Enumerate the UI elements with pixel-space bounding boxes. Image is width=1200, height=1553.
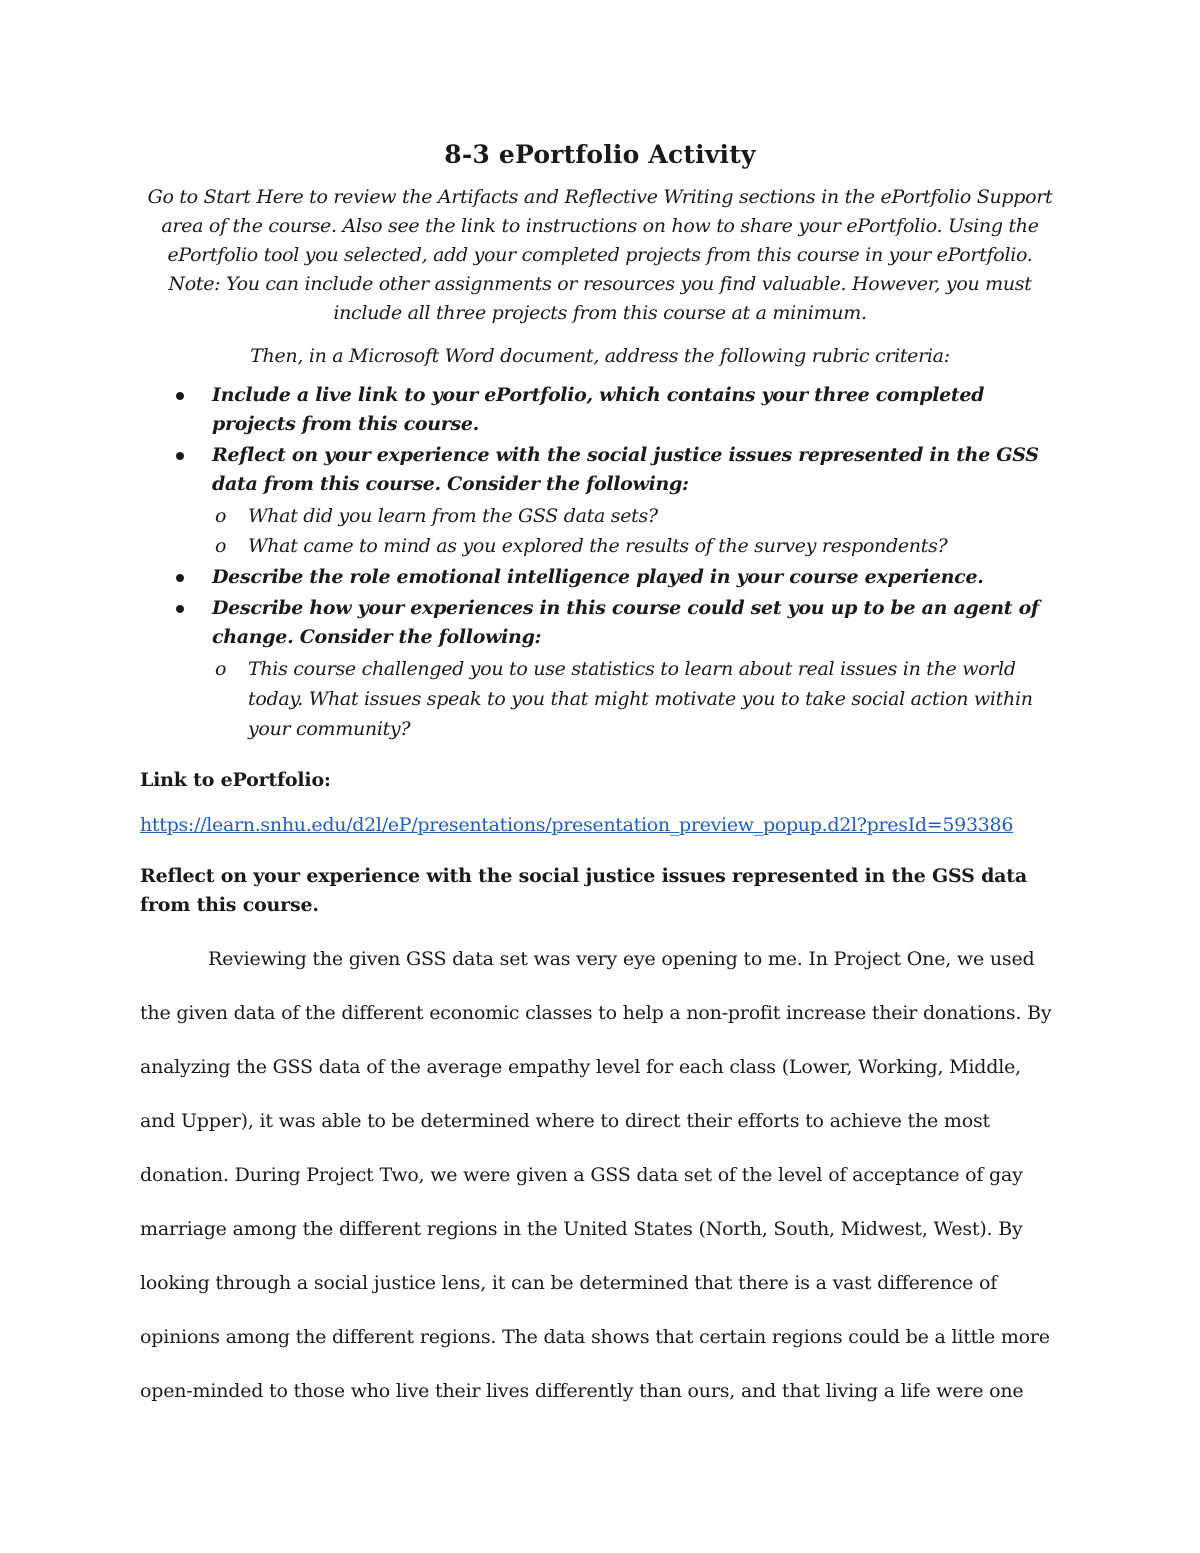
- bullet-icon: [176, 574, 184, 582]
- sub-criterion-item: [215, 501, 1060, 531]
- bullet-icon: [176, 605, 184, 613]
- document-title: 8-3 ePortfolio Activity: [444, 140, 756, 169]
- sub-criterion-text: What did you learn from the GSS data sets?: [248, 505, 658, 527]
- document-page: [140, 140, 1060, 1418]
- reflect-heading: Reflect on your experience with the social justice issues represented in the GSS data from this course.: [140, 865, 1027, 916]
- criterion-item: [212, 441, 1060, 561]
- sub-criteria-list: [212, 654, 1060, 744]
- sub-criterion-item: [215, 531, 1060, 561]
- rubric-criteria-list: [140, 381, 1060, 744]
- eportfolio-link[interactable]: https://learn.snhu.edu/d2l/eP/presentations/presentation_preview_popup.d2l?presId=593386: [140, 814, 1014, 836]
- criterion-text: Describe how your experiences in this course could set you up to be an agent of change. Consider the following:: [212, 597, 1039, 648]
- intro-paragraph: Go to Start Here to review the Artifacts and Reflective Writing sections in the ePortfolio Support area of the course. Also see the link to instructions on how to share your ePortfolio. Using the ePortfolio tool you selected, add your completed projects from this course in your ePortfolio. Note: You can include other assignments or resources you find valuable. However, you must include all three projects from this course at a minimum.: [147, 186, 1053, 324]
- link-heading: Link to ePortfolio:: [140, 769, 331, 791]
- sub-criterion-item: [215, 654, 1060, 744]
- bullet-icon: [176, 452, 184, 460]
- sub-bullet-icon: o: [215, 535, 227, 557]
- instruction-line: Then, in a Microsoft Word document, address the following rubric criteria:: [250, 345, 950, 367]
- body-paragraph: Reviewing the given GSS data set was very eye opening to me. In Project One, we used the given data of the different economic classes to help a non-profit increase their donations. By analyzing the GSS data of the average empathy level for each class (Lower, Working, Middle, and Upper), it was able to be determined where to direct their efforts to achieve the most donation. During Project Two, we were given a GSS data set of the level of acceptance of gay marriage among the different regions in the United States (North, South, Midwest, West). By looking through a social justice lens, it can be determined that there is a vast difference of opinions among the different regions. The data shows that certain regions could be a little more open-minded to those who live their lives differently than ours, and that living a life were one: [140, 948, 1052, 1402]
- sub-criterion-text: This course challenged you to use statistics to learn about real issues in the world today. What issues speak to you that might motivate you to take social action within your community?: [248, 658, 1033, 740]
- criterion-text: Describe the role emotional intelligence played in your course experience.: [212, 566, 984, 588]
- criterion-item: [212, 594, 1060, 744]
- bullet-icon: [176, 392, 184, 400]
- sub-criteria-list: [212, 501, 1060, 561]
- criterion-item: [212, 563, 1060, 592]
- sub-bullet-icon: o: [215, 505, 227, 527]
- sub-bullet-icon: o: [215, 658, 227, 680]
- criterion-text: Reflect on your experience with the social justice issues represented in the GSS data from this course. Consider the following:: [212, 444, 1039, 495]
- sub-criterion-text: What came to mind as you explored the results of the survey respondents?: [248, 535, 948, 557]
- criterion-text: Include a live link to your ePortfolio, which contains your three completed projects from this course.: [212, 384, 985, 435]
- criterion-item: [212, 381, 1060, 439]
